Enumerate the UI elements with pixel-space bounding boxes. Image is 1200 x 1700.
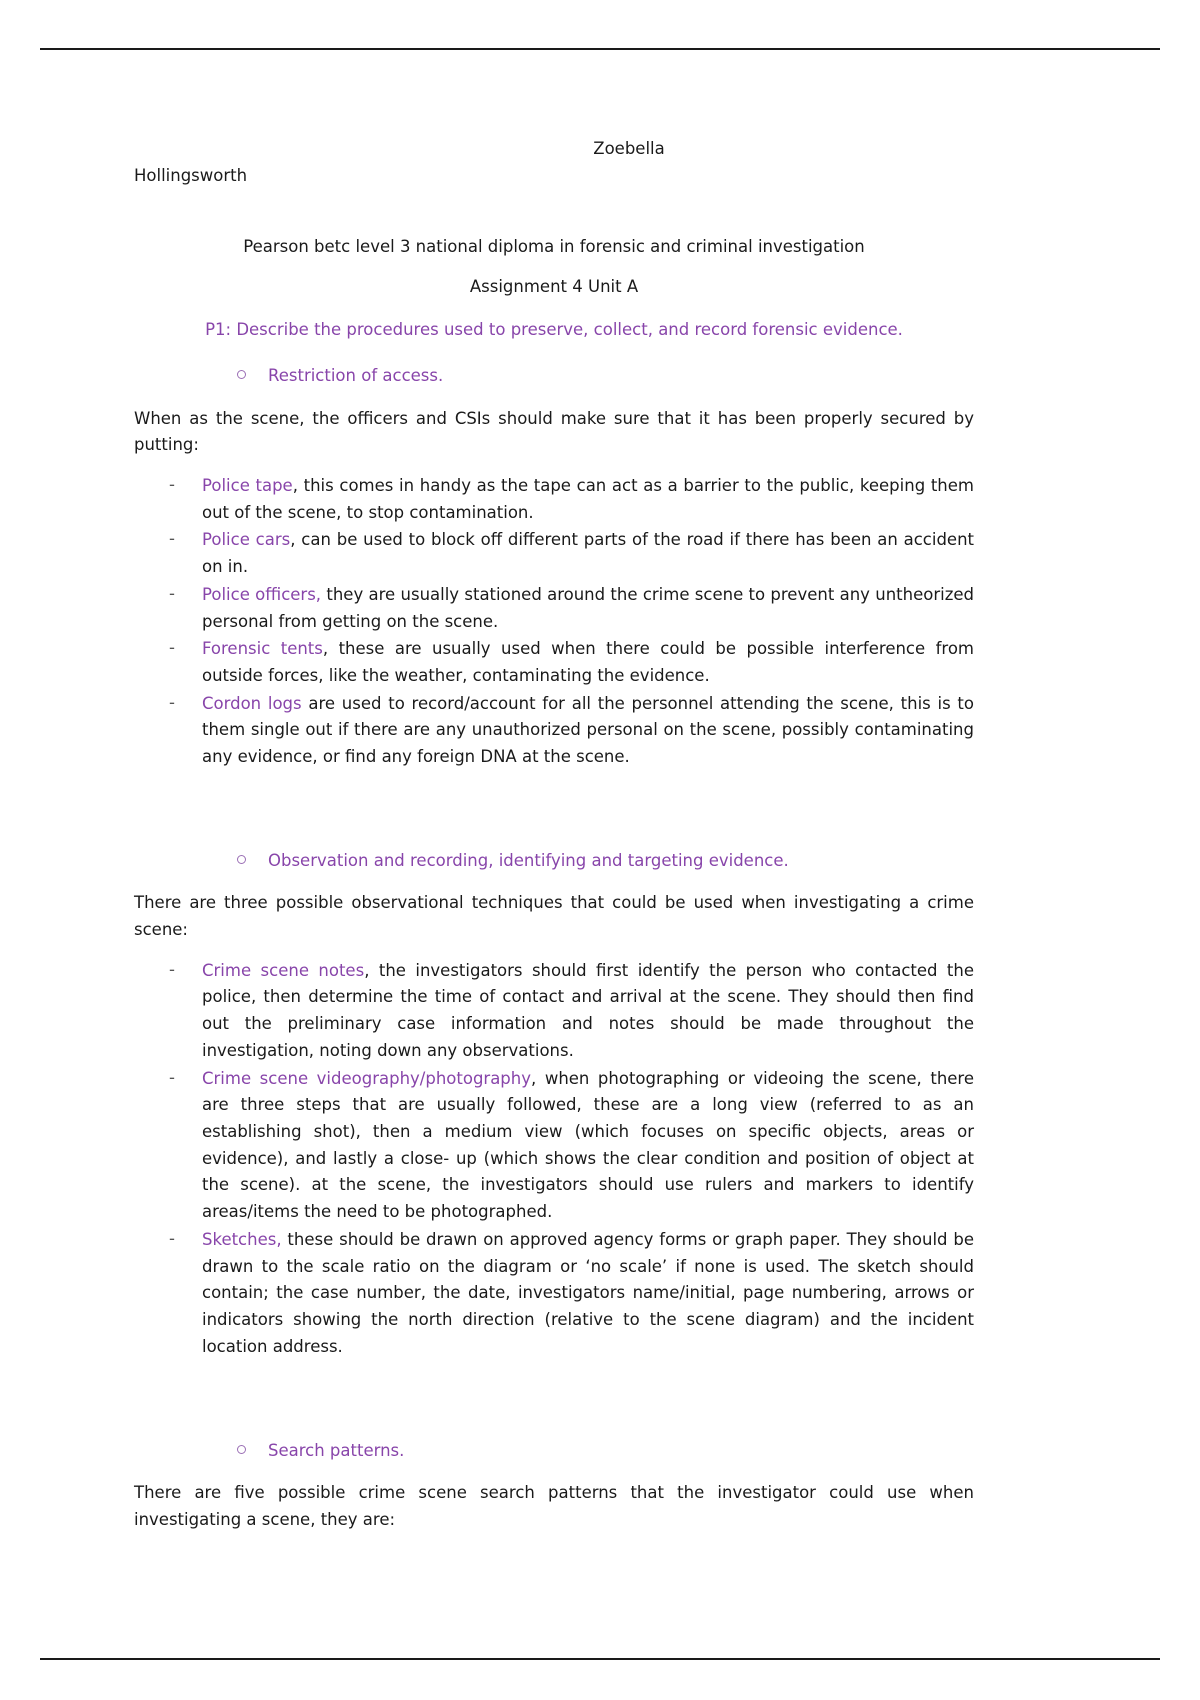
- list-item-text: they are usually stationed around the crime scene to prevent any untheorized personal from getting on the scene.: [202, 584, 974, 631]
- dash-bullet-icon: -: [169, 475, 175, 494]
- section-heading-restriction-of-access: [134, 363, 974, 389]
- bullet-list-restriction-of-access: [134, 473, 974, 771]
- author-first-name: Zoebella: [593, 139, 665, 158]
- criteria-heading: P1: Describe the procedures used to preserve, collect, and record forensic evidence.: [205, 319, 903, 339]
- dash-bullet-icon: -: [169, 959, 175, 979]
- list-item-text: these should be drawn on approved agency forms or graph paper. They should be drawn to the scale ratio on the diagram or ‘no scale’ if none is used. The sketch should contain; the case number, the date, investigators name/initial, page numbering, arrows or indicators showing the north direction (relative to the scene diagram) and the incident location address.: [202, 1229, 974, 1356]
- section-intro-paragraph: When as the scene, the officers and CSIs should make sure that it has been properly secured by putting:: [134, 408, 974, 455]
- dash-bullet-icon: -: [169, 1228, 175, 1248]
- list-item-text: are used to record/account for all the personnel attending the scene, this is to them single out if there are any unauthorized personal on the scene, possibly contaminating any evidence, or find any foreign DNA at the scene.: [202, 693, 975, 767]
- author-last-name: Hollingsworth: [134, 166, 248, 185]
- author-block: [134, 120, 974, 185]
- list-item-term: Crime scene videography/photography: [202, 1068, 532, 1088]
- list-item-text: , can be used to block off different parts of the road if there has been an accident on in.: [202, 530, 975, 577]
- list-item-text: , this comes in handy as the tape can act as a barrier to the public, keeping them out of the scene, to stop contamination.: [202, 476, 974, 522]
- list-item-term: Crime scene notes: [202, 960, 365, 980]
- list-item: [134, 636, 974, 689]
- dash-bullet-icon: -: [169, 529, 175, 549]
- list-item: [134, 958, 974, 1065]
- list-item-term: Police cars: [202, 530, 291, 550]
- dash-bullet-icon: -: [169, 1067, 175, 1087]
- section-intro-paragraph: There are five possible crime scene search patterns that the investigator could use when investigating a scene, they are:: [134, 1482, 974, 1529]
- section-heading-observation-and-recording: [134, 848, 974, 874]
- course-title: Pearson betc level 3 national diploma in forensic and criminal investigation: [243, 237, 865, 256]
- list-item-term: Police tape: [202, 476, 293, 495]
- assignment-title: Assignment 4 Unit A: [469, 277, 639, 297]
- document-content: [134, 120, 974, 1533]
- list-item-text: , when photographing or videoing the scene, there are three steps that are usually followed, these are a long view (referred to as an establishing shot), then a medium view (which focuses on specific objects, areas or evidence), and lastly a close- up (which shows the clear condition and position of object at the scene). at the scene, the investigators should use rulers and markers to identify areas/items the need to be photographed.: [202, 1068, 974, 1222]
- circle-bullet-icon: [237, 855, 246, 864]
- section-heading-label: Restriction of access.: [268, 366, 444, 386]
- section-spacer: [134, 772, 974, 828]
- section-spacer: [134, 1362, 974, 1418]
- section-heading-label: Observation and recording, identifying and targeting evidence.: [268, 850, 789, 870]
- list-item: [134, 473, 974, 526]
- section-heading-label: Search patterns.: [268, 1440, 405, 1460]
- list-item: [134, 691, 974, 771]
- list-item: [134, 527, 974, 580]
- list-item: [134, 1227, 974, 1361]
- section-intro-paragraph: There are three possible observational techniques that could be used when investigating a crime scene:: [134, 893, 974, 940]
- circle-bullet-icon: [237, 370, 246, 379]
- section-heading-search-patterns: [134, 1438, 974, 1464]
- list-item: [134, 582, 974, 635]
- list-item-text: , the investigators should first identify the person who contacted the police, then determine the time of contact and arrival at the scene. They should then find out the preliminary case information and notes should be made throughout the investigation, noting down any observations.: [202, 960, 975, 1060]
- list-item-term: Forensic tents: [202, 639, 323, 659]
- list-item-term: Cordon logs: [202, 693, 302, 713]
- page-bottom-rule: [40, 1658, 1160, 1660]
- circle-bullet-icon: [237, 1445, 246, 1454]
- dash-bullet-icon: -: [169, 583, 175, 603]
- list-item-term: Sketches,: [202, 1229, 282, 1249]
- list-item-text: , these are usually used when there could be possible interference from outside forces, like the weather, contaminating the evidence.: [202, 639, 974, 686]
- list-item-term: Police officers,: [202, 584, 322, 604]
- list-item: [134, 1066, 974, 1226]
- bullet-list-observation-techniques: [134, 958, 974, 1361]
- page-top-rule: [40, 48, 1160, 50]
- dash-bullet-icon: -: [169, 638, 175, 658]
- dash-bullet-icon: -: [169, 692, 175, 712]
